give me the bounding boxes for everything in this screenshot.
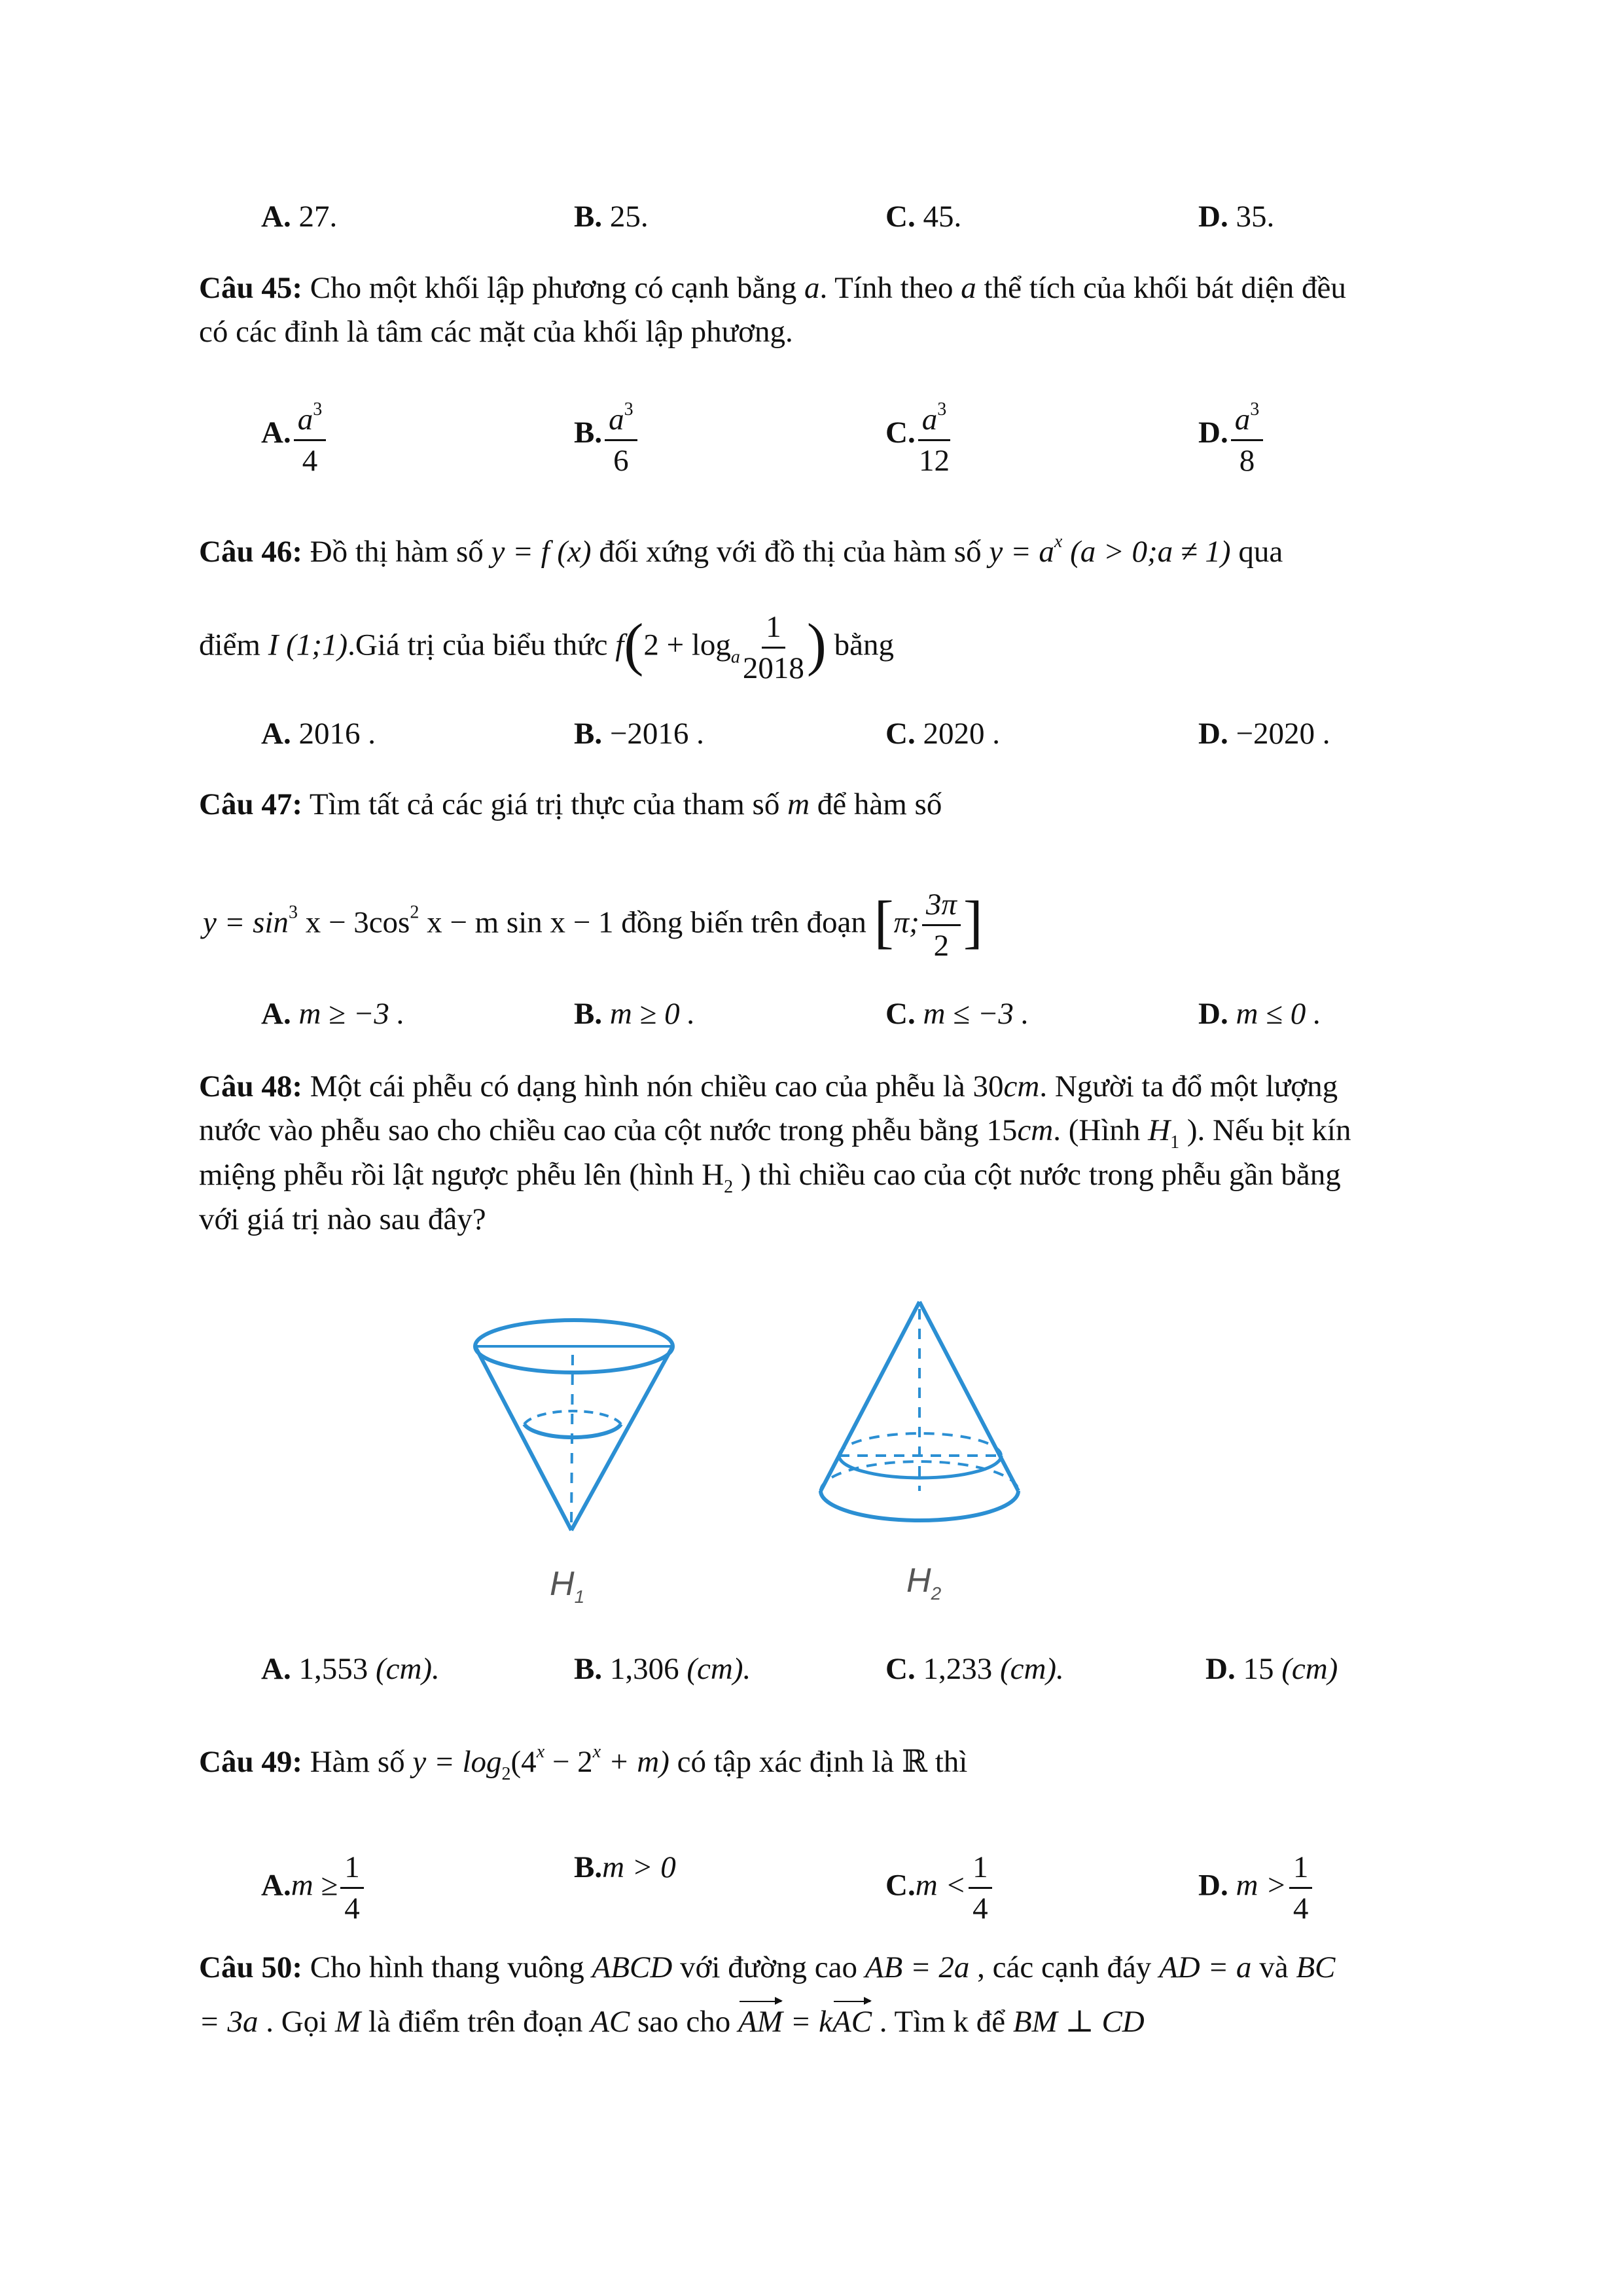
unit: (cm). [375,1652,440,1686]
answer-letter: C. [885,200,916,234]
text: Hàm số [310,1745,405,1779]
fraction [969,1848,992,1928]
answer-letter: C. [885,1652,916,1686]
answer-value: 2016 . [298,717,376,751]
answer-value: m ≤ 0 . [1236,997,1321,1031]
exponent: 3 [288,902,298,923]
text: Một cái phễu có dạng hình nón chiều cao của phễu là 30 [310,1069,1004,1103]
answer-letter: D. [1198,415,1228,450]
answer-a [261,1649,440,1689]
answer-a [261,1848,366,1928]
unit: (cm) [1281,1652,1338,1686]
q46-line2: điểm I (1;1).Giá trị của biểu thức $f(2 + \log_a$ $\frac{1}{2018}$ ) bằng [199,607,894,688]
text: . (Hình [1053,1113,1141,1147]
math: ABCD [592,1950,673,1984]
answer-value: 1,553 [298,1652,368,1686]
unit: (cm). [999,1652,1064,1686]
denominator: 2 [933,929,950,963]
q45-line2: có các đỉnh là tâm các mặt của khối lập phương. [199,315,793,349]
answer-value: 15 [1243,1652,1274,1686]
answer-value: m > [1236,1868,1287,1903]
text: Đồ thị hàm số [310,535,484,569]
math: AD = a [1159,1950,1252,1984]
exponent: 3 [1250,399,1260,420]
exponent: 2 [410,902,419,923]
answer-letter: A. [261,1652,291,1686]
math: (a > 0;a ≠ 1) [1070,535,1231,569]
numerator: a [609,403,624,437]
text: ). Nếu bịt kín [1186,1113,1351,1147]
answer-b [574,1848,676,1887]
math: = 3a [199,2005,259,2039]
answer-letter: D. [1205,1652,1236,1686]
math: + m) [608,1745,669,1779]
text: . Tính theo [819,271,954,305]
text: bằng [834,628,894,662]
text: .Giá trị của biểu thức [348,628,608,662]
math: = k [790,2005,832,2039]
subscript: 1 [1170,1132,1180,1153]
answer-value: 45. [923,200,962,234]
text: có tập xác định là [677,1745,895,1779]
label-text: H [550,1565,575,1603]
text: Tìm tất cả các giá trị thực của tham số [309,787,780,821]
answer-d [1198,1848,1315,1928]
q50-line2 [199,2002,1145,2041]
answer-letter: C. [885,997,916,1031]
subscript: 2 [724,1177,734,1197]
text: với đường cao [680,1950,857,1984]
numerator: a [297,403,313,437]
answer-value: 35. [1236,200,1275,234]
subscript: 1 [574,1587,585,1607]
exponent: 3 [313,399,323,420]
question-label: Câu 46: [199,535,302,569]
figure-label-h2 [906,1561,941,1604]
denominator: 4 [1293,1892,1309,1926]
math: m [787,787,810,821]
numerator: 1 [1289,1848,1313,1889]
subscript: 2 [931,1583,942,1604]
exponent: x [536,1742,545,1762]
math: x − m sin x − 1 [427,905,614,940]
text: , các cạnh đáy [977,1950,1152,1984]
math: y = sin [203,905,289,940]
answer-value: −2020 . [1236,717,1330,751]
text: . Gọi [266,2005,328,2039]
question-label: Câu 48: [199,1069,302,1103]
math: H [1148,1113,1171,1147]
answer-letter: B. [574,717,603,751]
math: BM ⊥ CD [1012,2005,1145,2039]
unit: cm [1017,1113,1054,1147]
log-base: a [730,647,740,668]
answer-d [1205,1649,1338,1689]
math: AC [590,2005,630,2039]
exponent: 3 [624,399,633,420]
numerator: a [1234,403,1251,437]
numerator: 3π [922,885,961,926]
unit: (cm). [687,1652,751,1686]
answer-letter: D. [1198,200,1228,234]
question-label: Câu 50: [199,1950,302,1984]
question-label: Câu 49: [199,1745,302,1779]
text: điểm [199,628,260,662]
answer-value: 1,306 [609,1652,679,1686]
math: f [615,628,624,662]
text: là điểm trên đoạn [368,2005,583,2039]
math: − 2 [552,1745,593,1779]
fraction [340,1848,364,1928]
math: a [804,271,820,305]
text: Cho một khối lập phương có cạnh bằng [310,271,797,305]
log-base: 2 [501,1764,511,1784]
text: . Tìm k để [879,2005,1006,2039]
text: miệng phễu rồi lật ngược phễu lên (hình H [199,1158,724,1192]
answer-letter: D. [1198,997,1228,1031]
math: π; [893,905,919,940]
answer-letter: A. [261,717,291,751]
denominator: 4 [344,1892,360,1926]
denominator: 12 [918,444,950,478]
answer-c [885,1848,995,1928]
text: thì [935,1745,968,1779]
denominator: 6 [613,444,629,478]
answer-value: m ≥ −3 . [298,997,405,1031]
real-numbers-symbol: ℝ [901,1745,927,1779]
answer-value: 25. [609,200,649,234]
text: sao cho [637,2005,731,2039]
answer-letter: C. [885,1868,916,1903]
math: BC [1296,1950,1336,1984]
text: đối xứng với đồ thị của hàm số [599,535,982,569]
question-label: Câu 45: [199,271,302,305]
q49-line1 [199,1732,967,1794]
math: M [334,2005,361,2039]
math: a [961,271,976,305]
answer-c [885,1649,1064,1689]
answer-letter: A. [261,415,291,450]
math: AB = 2a [865,1950,970,1984]
answer-letter: A. [261,200,291,234]
answer-letter: B. [574,415,603,450]
text: nước vào phễu sao cho chiều cao của cột nước trong phễu bằng 15 [199,1113,1018,1147]
exponent: 3 [937,399,947,420]
answer-value: 27. [298,200,338,234]
exponent: x [592,1742,601,1762]
text: qua [1238,535,1283,569]
answer-letter: A. [261,1868,291,1903]
math: y = log [412,1745,502,1779]
denominator: 2018 [742,651,804,685]
answer-value: −2016 . [609,717,704,751]
fraction [1289,1848,1313,1928]
question-label: Câu 47: [199,787,302,821]
q47-formula: $y = \sin^3 x - 3\cos^2$ x − m sin x − 1 đồng biến trên đoạn [π; $\frac{3\pi}{2}$ ] [203,885,983,965]
numerator: a [921,403,938,437]
q48-line4: với giá trị nào sau đây? [199,1202,486,1236]
numerator: 1 [762,607,785,649]
text: và [1259,1950,1289,1984]
answer-letter: B. [574,200,603,234]
numerator: 1 [969,1848,992,1889]
math: (4 [510,1745,537,1779]
text: đồng biến trên đoạn [621,905,866,940]
vector-am: AM [738,2002,783,2041]
text: . Người ta đổ một lượng [1039,1069,1338,1103]
answer-letter: C. [885,717,916,751]
answer-value: m ≥ [291,1868,338,1903]
vector-ac: AC [832,2002,872,2041]
answer-letter: B. [574,1652,603,1686]
text: để hàm số [817,787,942,821]
answer-value: m > 0 [602,1850,676,1884]
denominator: 4 [972,1892,988,1926]
numerator: 1 [340,1848,364,1889]
answer-b [574,1649,751,1689]
answer-letter: B. [574,997,603,1031]
answer-value: m < [915,1868,967,1903]
answer-letter: D. [1198,717,1228,751]
text: Cho hình thang vuông [310,1950,584,1984]
denominator: 8 [1239,444,1255,478]
answer-letter: B. [574,1850,603,1884]
answer-value: m ≤ −3 . [923,997,1029,1031]
answer-letter: A. [261,997,291,1031]
text: ) thì chiều cao của cột nước trong phễu gần bằng [740,1158,1341,1192]
q50-line1 [199,1948,1335,1987]
text: thể tích của khối bát diện đều [984,271,1346,305]
math: x − 3cos [305,905,410,940]
unit: cm [1003,1069,1040,1103]
label-text: H [906,1562,931,1600]
denominator: 4 [302,444,318,478]
cone-h2 [821,1302,1018,1520]
math: y = f (x) [491,535,592,569]
figure-label-h1 [550,1564,584,1607]
math: y = a [989,535,1054,569]
answer-value: 1,233 [923,1652,993,1686]
math: 2 + log [643,628,731,662]
answer-letter: D. [1198,1868,1228,1903]
answer-value: 2020 . [923,717,1000,751]
cone-h1 [475,1320,673,1530]
answer-letter: C. [885,415,916,450]
answer-value: m ≥ 0 . [609,997,696,1031]
math: I (1;1) [268,628,348,662]
exponent: x [1054,531,1063,552]
